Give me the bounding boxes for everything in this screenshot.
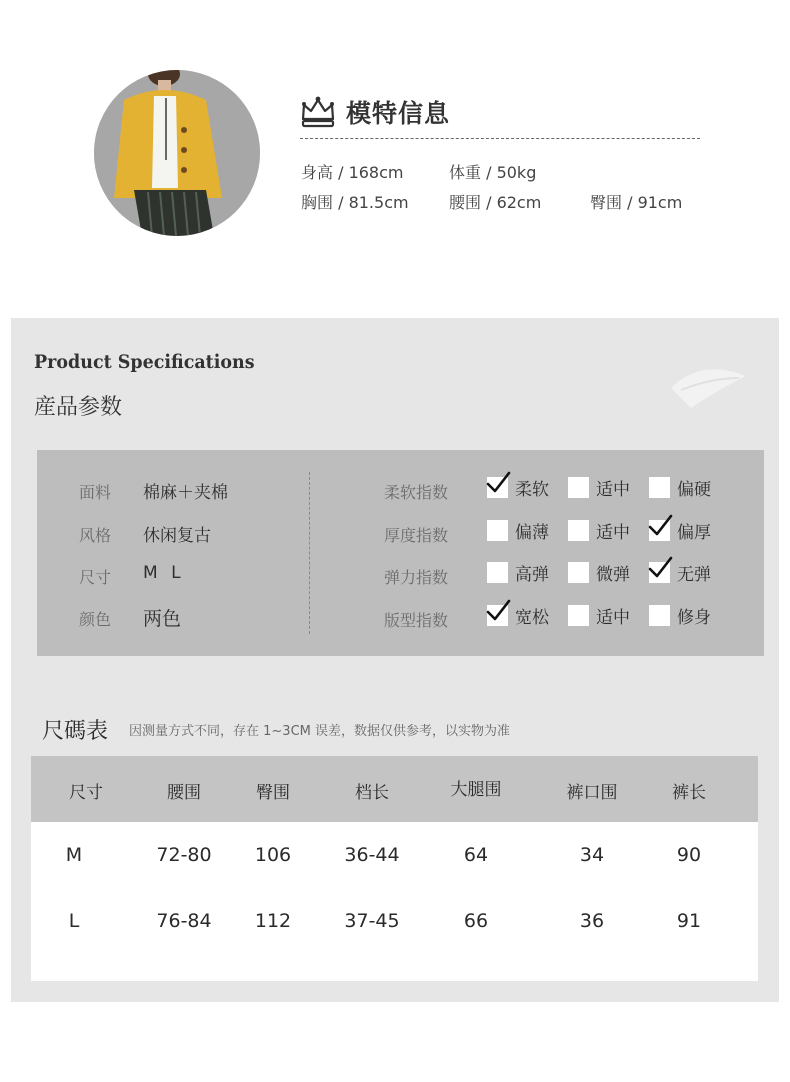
index-option-label: 宽松 — [515, 608, 549, 628]
table-header-cell: 裤口围 — [566, 783, 618, 803]
param-label-style: 风格 — [79, 526, 112, 545]
table-cell: 34 — [579, 844, 605, 866]
checkbox — [568, 562, 589, 583]
index-option-label: 高弹 — [515, 565, 549, 585]
model-waist: 腰围 / 62cm — [449, 193, 542, 212]
table-header-cell: 裤长 — [672, 783, 706, 803]
model-info-title: 模特信息 — [346, 99, 451, 128]
params-divider — [309, 472, 310, 634]
checkbox-checked — [649, 562, 670, 583]
table-cell: 91 — [676, 910, 702, 932]
index-label: 厚度指数 — [384, 526, 449, 545]
index-option-label: 偏硬 — [677, 480, 711, 500]
table-cell: L — [68, 910, 80, 932]
checkbox — [568, 477, 589, 498]
product-panel — [11, 318, 779, 1002]
checkmark-icon — [647, 555, 673, 581]
model-bust: 胸围 / 81.5cm — [301, 193, 409, 212]
table-header-cell: 臀围 — [256, 783, 290, 803]
index-label: 柔软指数 — [384, 483, 449, 502]
table-header-cell: 大腿围 — [450, 780, 502, 800]
param-label-color: 颜色 — [79, 610, 112, 629]
checkbox — [568, 520, 589, 541]
table-cell: 37-45 — [344, 910, 400, 932]
checkmark-icon — [647, 513, 673, 539]
table-cell: 64 — [463, 844, 489, 866]
param-value-color: 两色 — [143, 608, 182, 630]
checkmark-icon — [485, 598, 511, 624]
table-header-cell: 尺寸 — [69, 783, 103, 803]
index-option — [487, 475, 549, 500]
size-chart-note: 因测量方式不同，存在 1~3CM 误差，数据仅供参考，以实物为准 — [129, 724, 510, 739]
index-option-label: 柔软 — [515, 480, 549, 500]
checkbox — [487, 520, 508, 541]
checkbox — [487, 562, 508, 583]
product-specs-title-en: Product Specifications — [34, 351, 255, 373]
checkbox-checked — [487, 605, 508, 626]
model-info-header — [300, 94, 450, 130]
model-photo — [94, 70, 260, 236]
param-label-size: 尺寸 — [79, 568, 112, 587]
checkmark-icon — [485, 470, 511, 496]
index-option-label: 偏薄 — [515, 523, 549, 543]
model-hip: 臀围 / 91cm — [590, 193, 683, 212]
checkbox — [649, 477, 670, 498]
param-value-style: 休闲复古 — [143, 526, 211, 546]
index-option-label: 适中 — [596, 480, 630, 500]
table-cell: 106 — [254, 844, 292, 866]
table-cell: 90 — [676, 844, 702, 866]
table-cell: 66 — [463, 910, 489, 932]
checkbox — [568, 605, 589, 626]
index-option — [487, 560, 549, 585]
model-weight: 体重 / 50kg — [449, 163, 537, 182]
index-option-label: 修身 — [677, 608, 711, 628]
crown-icon — [300, 95, 336, 129]
index-option — [487, 518, 549, 543]
table-cell: 72-80 — [156, 844, 212, 866]
index-option-label: 无弹 — [677, 565, 711, 585]
index-option — [568, 603, 630, 628]
size-chart-title: 尺碼表 — [42, 719, 109, 744]
size-table — [31, 756, 758, 981]
index-option — [568, 560, 630, 585]
index-label: 版型指数 — [384, 611, 449, 630]
leaf-decoration-icon — [661, 348, 751, 418]
product-specs-title-cn: 産品参数 — [34, 395, 123, 420]
checkbox — [649, 605, 670, 626]
index-option-label: 适中 — [596, 608, 630, 628]
table-header-cell: 腰围 — [167, 783, 201, 803]
table-cell: 36 — [579, 910, 605, 932]
index-option — [649, 518, 711, 543]
index-label: 弹力指数 — [384, 568, 449, 587]
checkbox-checked — [649, 520, 670, 541]
table-cell: M — [65, 844, 83, 866]
table-cell: 76-84 — [156, 910, 212, 932]
size-table-header — [31, 756, 758, 822]
index-option — [649, 475, 711, 500]
param-value-fabric: 棉麻＋夹棉 — [143, 483, 228, 503]
index-option-label: 微弹 — [596, 565, 630, 585]
table-header-cell: 档长 — [355, 783, 389, 803]
model-info-divider — [300, 138, 700, 139]
index-option-label: 偏厚 — [677, 523, 711, 543]
checkbox-checked — [487, 477, 508, 498]
param-value-size: M L — [143, 563, 185, 583]
product-params-box — [37, 450, 764, 656]
model-height: 身高 / 168cm — [301, 163, 404, 182]
table-cell: 36-44 — [344, 844, 400, 866]
index-option-label: 适中 — [596, 523, 630, 543]
index-option — [568, 475, 630, 500]
index-option — [487, 603, 549, 628]
index-option — [649, 603, 711, 628]
index-option — [568, 518, 630, 543]
index-option — [649, 560, 711, 585]
param-label-fabric: 面料 — [79, 483, 112, 502]
table-cell: 112 — [254, 910, 292, 932]
